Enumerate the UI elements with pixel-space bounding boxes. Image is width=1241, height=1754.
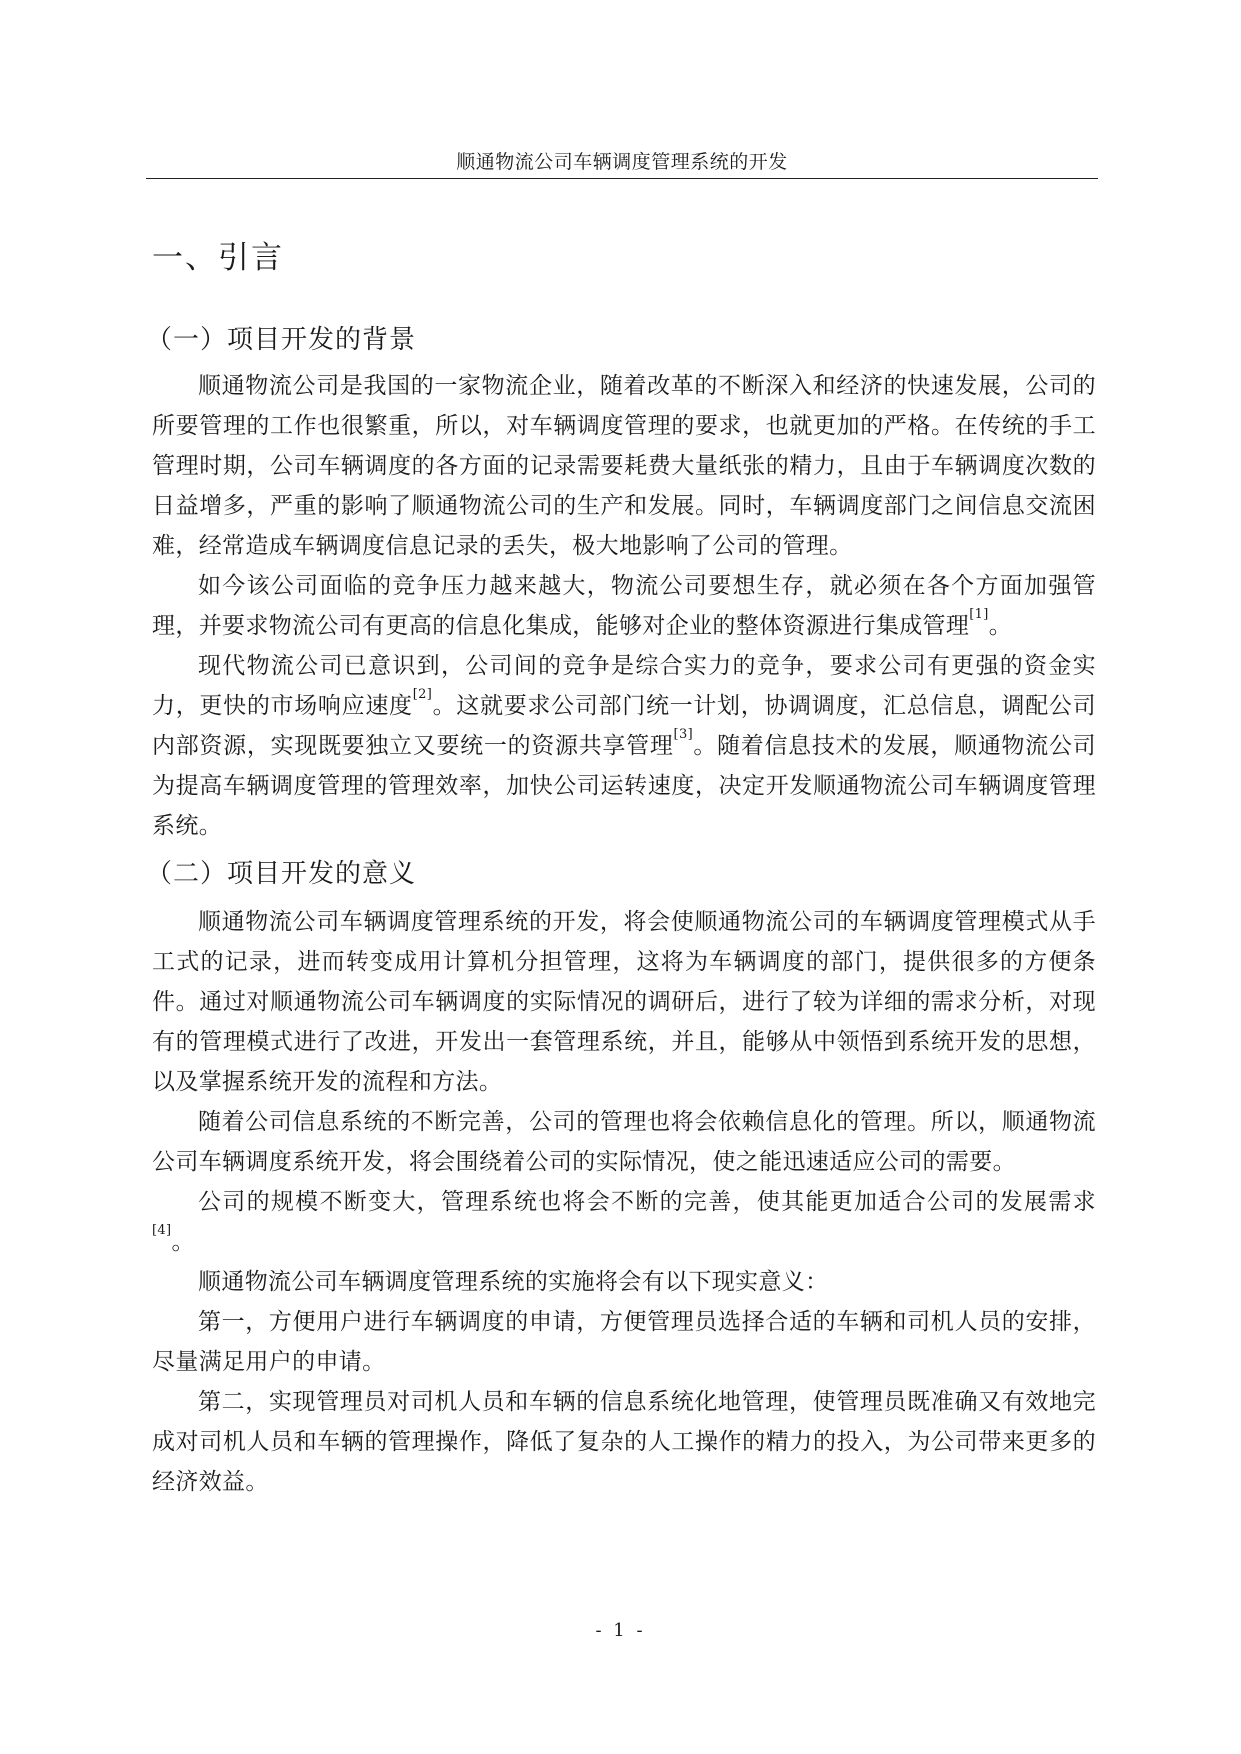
paragraph [152, 1382, 1096, 1502]
paragraph [152, 902, 1096, 1102]
paragraph-text: 第二，实现管理员对司机人员和车辆的信息系统化地管理，使管理员既准确又有效地完成对司机人员和车辆的管理操作，降低了复杂的人工操作的精力的投入，为公司带来更多的经济效益。 [152, 1389, 1096, 1495]
paragraph-text: 。随着信息技术的发展，顺通物流公司为提高车辆调度管理的管理效率，加快公司运转速度，决定开发顺通物流公司车辆调度管理系统。 [152, 733, 1096, 839]
citation-ref: [2] [412, 687, 433, 702]
citation-ref: [3] [673, 727, 693, 742]
paragraph-text: 。这就要求公司部门统一计划，协调调度，汇总信息，调配公司内部资源，实现既要独立又要统一的资源共享管理 [152, 693, 1096, 759]
paragraph-text: 随着公司信息系统的不断完善，公司的管理也将会依赖信息化的管理。所以，顺通物流公司车辆调度系统开发，将会围绕着公司的实际情况，使之能迅速适应公司的需要。 [152, 1109, 1096, 1175]
paragraph [152, 366, 1096, 566]
paragraph-text: 。 [988, 613, 1013, 639]
paragraph-text: 顺通物流公司车辆调度管理系统的开发，将会使顺通物流公司的车辆调度管理模式从手工式的记录，进而转变成用计算机分担管理，这将为车辆调度的部门，提供很多的方便条件。通过对顺通物流公司车辆调度的实际情况的调研后，进行了较为详细的需求分析，对现有的管理模式进行了改进，开发出一套管理系统，并且，能够从中领悟到系统开发的思想，以及掌握系统开发的流程和方法。 [152, 909, 1096, 1095]
header-divider [146, 178, 1098, 179]
citation-ref: [1] [969, 607, 989, 622]
section-heading-significance: （二）项目开发的意义 [146, 859, 417, 889]
paragraph [152, 1182, 1096, 1262]
paragraph-text: 第一，方便用户进行车辆调度的申请，方便管理员选择合适的车辆和司机人员的安排，尽量满足用户的申请。 [152, 1309, 1096, 1375]
paragraph-text: 如今该公司面临的竞争压力越来越大，物流公司要想生存，就必须在各个方面加强管理，并要求物流公司有更高的信息化集成，能够对企业的整体资源进行集成管理 [152, 573, 1096, 639]
paragraph-text: 现代物流公司已意识到，公司间的竞争是综合实力的竞争，要求公司有更强的资金实力，更快的市场响应速度 [152, 653, 1096, 719]
page-content [146, 238, 1096, 1502]
paragraph-text: 。 [171, 1229, 195, 1255]
paragraph [152, 566, 1096, 646]
paragraph-text: 顺通物流公司车辆调度管理系统的实施将会有以下现实意义： [198, 1269, 829, 1295]
paragraph-text: 顺通物流公司是我国的一家物流企业，随着改革的不断深入和经济的快速发展，公司的所要管理的工作也很繁重，所以，对车辆调度管理的要求，也就更加的严格。在传统的手工管理时期，公司车辆调度的各方面的记录需要耗费大量纸张的精力，且由于车辆调度次数的日益增多，严重的影响了顺通物流公司的生产和发展。同时，车辆调度部门之间信息交流困难，经常造成车辆调度信息记录的丢失，极大地影响了公司的管理。 [152, 373, 1096, 559]
paragraph [152, 1102, 1096, 1182]
section-heading-background: （一）项目开发的背景 [146, 325, 417, 355]
paragraph-text: 公司的规模不断变大，管理系统也将会不断的完善，使其能更加适合公司的发展需求 [198, 1189, 1096, 1215]
paragraph [152, 1262, 1096, 1302]
chapter-title: 一、引言 [152, 240, 284, 276]
paragraph [152, 1302, 1096, 1382]
citation-ref: [4] [152, 1223, 172, 1238]
running-header: 顺通物流公司车辆调度管理系统的开发 [456, 151, 788, 173]
paragraph [152, 646, 1096, 846]
page-number: - 1 - [595, 1620, 646, 1641]
